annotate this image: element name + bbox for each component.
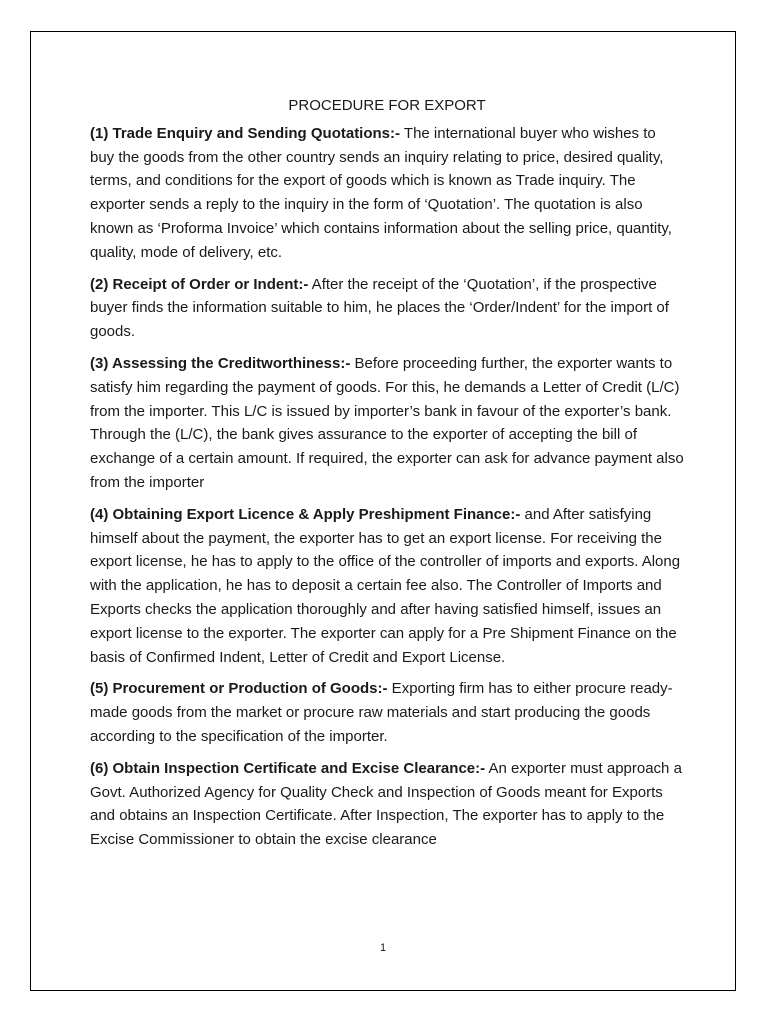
document-title: PROCEDURE FOR EXPORT (288, 97, 486, 114)
section-body: and After satisfying himself about the payment, the exporter has to get an export license. For receiving the export license, he has to apply to the office of the controller of imports and exports. Along with the application, he has to deposit a certain fee also. The Controller of Imports and Exports checks the application thoroughly and after having satisfied himself, issues an export license to the exporter. The exporter can apply for a Pre Shipment Finance on the basis of Confirmed Indent, Letter of Credit and Export License. (90, 505, 681, 666)
section-heading: (6) Obtain Inspection Certificate and Excise Clearance:- (90, 759, 486, 777)
section-procurement (90, 677, 684, 748)
section-body: An exporter must approach a Govt. Authorized Agency for Quality Check and Inspection of Goods meant for Exports and obtains an Inspection Certificate. After Inspection, The exporter has to apply to the Excise Commissioner to obtain the excise clearance (90, 759, 682, 849)
section-heading: (4) Obtaining Export Licence & Apply Preshipment Finance:- (90, 505, 521, 523)
section-heading: (5) Procurement or Production of Goods:- (90, 680, 388, 698)
document-page (30, 31, 736, 991)
section-heading: (3) Assessing the Creditworthiness:- (90, 354, 351, 372)
section-body: Exporting firm has to either procure ready-made goods from the market or procure raw materials and start producing the goods according to the specification of the importer. (90, 680, 673, 745)
section-body: After the receipt of the ‘Quotation’, if the prospective buyer finds the information suitable to him, he places the ‘Order/Indent’ for the import of goods. (90, 275, 669, 341)
section-heading: (1) Trade Enquiry and Sending Quotations:- (90, 124, 401, 142)
section-body: Before proceeding further, the exporter wants to satisfy him regarding the payment of goods. For this, he demands a Letter of Credit (L/C) from the importer. This L/C is issued by importer’s bank in favour of the exporter’s bank. Through the (L/C), the bank gives assurance to the exporter of accepting the bill of exchange of a certain amount. If required, the exporter can ask for advance payment also from the importer (90, 354, 684, 491)
section-trade-enquiry (90, 122, 684, 265)
section-export-licence (90, 503, 684, 670)
section-creditworthiness (90, 352, 684, 495)
document-content (90, 94, 684, 860)
section-body: The international buyer who wishes to buy the goods from the other country sends an inquiry relating to price, desired quality, terms, and conditions for the export of goods which is known as Trade inquiry. The exporter sends a reply to the inquiry in the form of ‘Quotation’. The quotation is also known as ‘Proforma Invoice’ which contains information about the selling price, quantity, quality, mode of delivery, etc. (90, 124, 672, 261)
section-receipt-of-order (90, 273, 684, 344)
section-heading: (2) Receipt of Order or Indent:- (90, 275, 309, 293)
section-inspection (90, 757, 684, 852)
page-number: 1 (379, 942, 387, 954)
